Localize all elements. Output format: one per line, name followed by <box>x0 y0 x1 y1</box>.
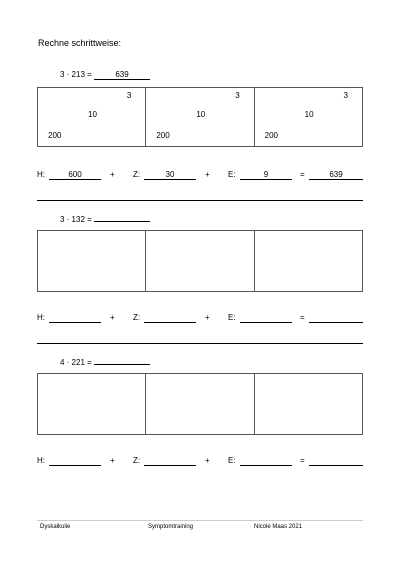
h-field[interactable]: 600 <box>49 170 101 180</box>
task-1-cell-1 <box>38 88 146 146</box>
e-field[interactable] <box>240 456 292 466</box>
z-field[interactable] <box>144 456 196 466</box>
plus-sign: + <box>205 456 210 465</box>
page-title: Rechne schrittweise: <box>38 38 122 48</box>
task-1-answer-field[interactable]: 639 <box>94 70 150 80</box>
cell-hundreds: 200 <box>48 131 62 140</box>
task-1-equation-text: 3 · 213 = <box>60 70 92 79</box>
e-label: E: <box>228 456 236 465</box>
task-3-grid <box>37 373 363 435</box>
cell-ones: 3 <box>235 91 240 100</box>
task-2-grid <box>37 230 363 292</box>
h-label: H: <box>37 170 45 179</box>
footer-left: Dyskalkulie <box>40 524 71 530</box>
cell-hundreds: 200 <box>264 131 279 140</box>
task-1-grid <box>37 87 363 147</box>
separator <box>37 343 363 344</box>
task-3-cell-1[interactable] <box>38 374 146 434</box>
footer-right: Nicole Maas 2021 <box>254 524 303 530</box>
e-label: E: <box>228 170 236 179</box>
task-2-equation <box>60 212 150 224</box>
task-2-cell-2[interactable] <box>146 231 254 291</box>
e-field[interactable]: 9 <box>240 170 292 180</box>
equals-sign: = <box>300 313 305 322</box>
task-3-equation-text: 4 · 221 = <box>60 358 92 367</box>
h-field[interactable] <box>49 456 101 466</box>
e-field[interactable] <box>240 313 292 323</box>
z-label: Z: <box>133 313 141 322</box>
task-1-equation <box>60 70 150 80</box>
task-2-answer-field[interactable] <box>94 212 150 222</box>
cell-tens: 10 <box>196 110 206 119</box>
plus-sign: + <box>205 313 210 322</box>
task-2-cell-1[interactable] <box>38 231 146 291</box>
e-label: E: <box>228 313 236 322</box>
task-1-cell-2 <box>146 88 254 146</box>
plus-sign: + <box>110 313 115 322</box>
plus-sign: + <box>110 170 115 179</box>
z-label: Z: <box>133 170 141 179</box>
task-2-cell-3[interactable] <box>255 231 362 291</box>
total-field[interactable] <box>309 456 363 466</box>
task-2-equation-text: 3 · 132 = <box>60 215 92 224</box>
task-1-sum-row <box>37 170 363 180</box>
task-3-equation <box>60 355 150 367</box>
z-label: Z: <box>133 456 141 465</box>
h-label: H: <box>37 313 45 322</box>
h-field[interactable] <box>49 313 101 323</box>
task-3-cell-2[interactable] <box>146 374 254 434</box>
footer-center: Symptomtraining <box>148 524 194 530</box>
task-1-cell-3 <box>255 88 362 146</box>
total-field[interactable]: 639 <box>309 170 363 180</box>
cell-tens: 10 <box>88 110 97 119</box>
cell-ones: 3 <box>343 91 348 100</box>
task-2-sum-row <box>37 313 363 323</box>
cell-ones: 3 <box>126 91 132 100</box>
footer-divider <box>37 520 363 521</box>
plus-sign: + <box>110 456 115 465</box>
task-3-cell-3[interactable] <box>255 374 362 434</box>
cell-tens: 10 <box>304 110 314 119</box>
plus-sign: + <box>205 170 210 179</box>
total-field[interactable] <box>309 313 363 323</box>
z-field[interactable] <box>144 313 196 323</box>
task-3-sum-row <box>37 456 363 466</box>
task-3-answer-field[interactable] <box>94 355 150 365</box>
separator <box>37 200 363 201</box>
h-label: H: <box>37 456 45 465</box>
z-field[interactable]: 30 <box>144 170 196 180</box>
equals-sign: = <box>300 170 305 179</box>
equals-sign: = <box>300 456 305 465</box>
cell-hundreds: 200 <box>156 131 170 140</box>
